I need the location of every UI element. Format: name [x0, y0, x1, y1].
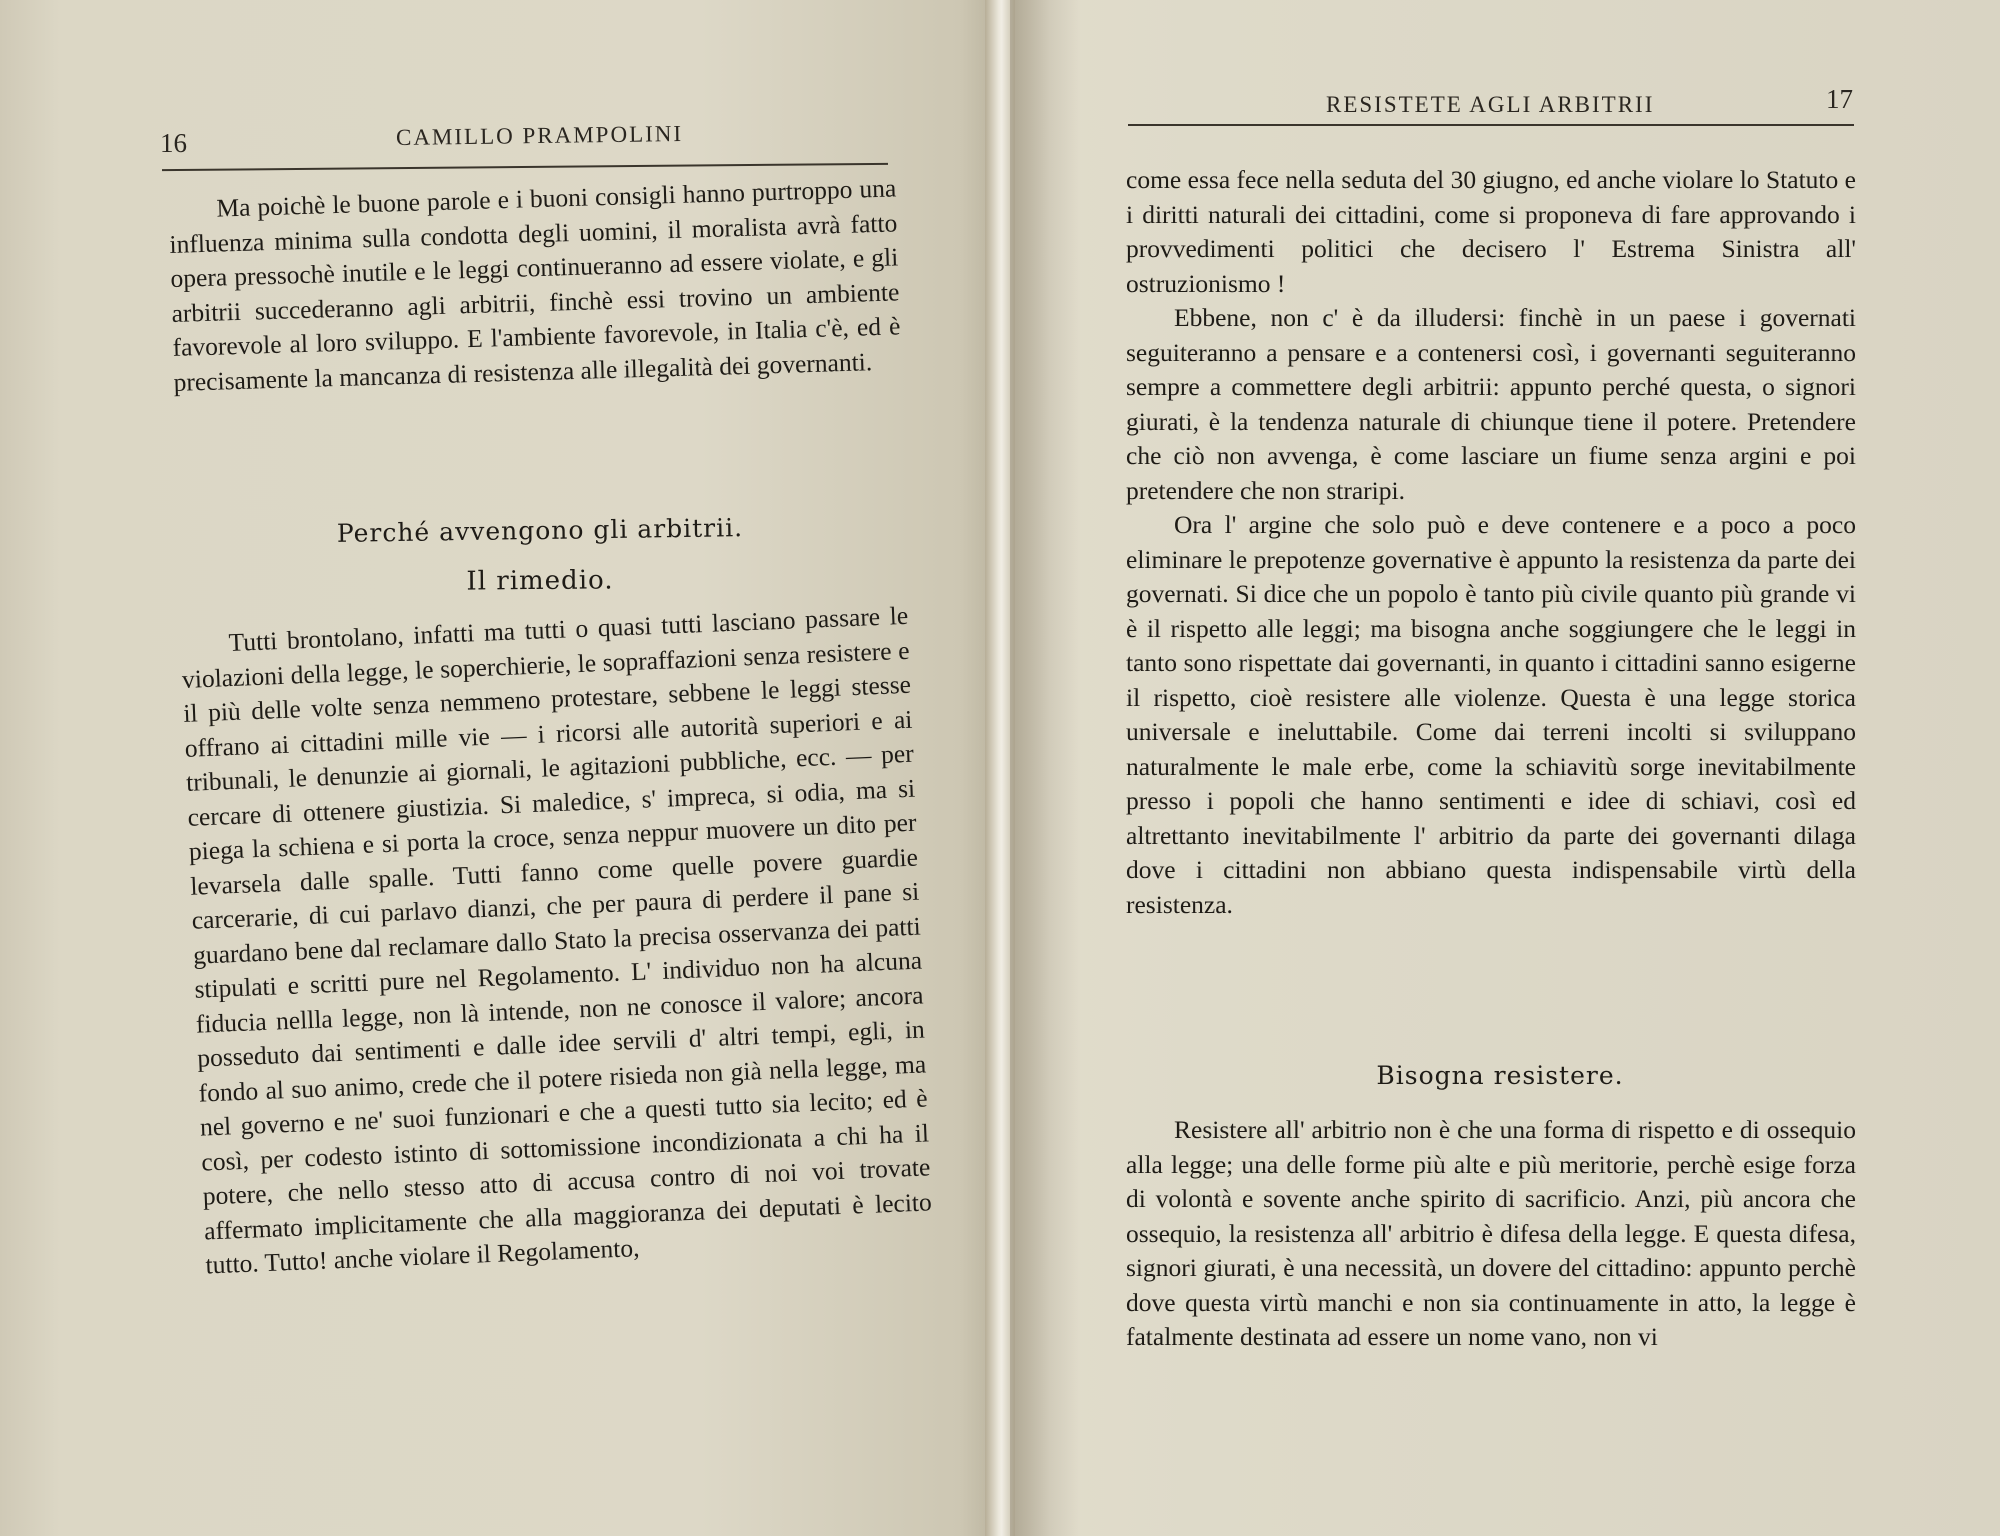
intro-paragraph: Ma poichè le buone parole e i buoni consigli hanno purtroppo una influenza minima sulla condotta degli uomini, il moralista avrà fatto opera pressochè inutile e le leggi continueranno ad essere violate, e gli arbitrii succederanno agli arbitrii, finchè essi trovino un ambiente favorevole al loro sviluppo. E l'ambiente favorevole, in Italia c'è, ed è precisamente la mancanza di resistenza alle illegalità dei governanti.	[169, 173, 901, 397]
header-rule	[162, 163, 888, 171]
header-rule	[1128, 124, 1854, 126]
paragraph-1: come essa fece nella seduta del 30 giugno, ed anche violare lo Statuto e i diritti naturali dei cittadini, come si proponeva di fare approvando i provvedimenti politici che decisero l' Estrema Sinistra all' ostruzionismo !	[1126, 165, 1856, 298]
gutter-shadow	[1010, 0, 1080, 1536]
running-head: RESISTETE AGLI ARBITRII	[1326, 92, 1655, 117]
section-heading: Perché avvengono gli arbitrii.	[336, 513, 744, 548]
page-number: 16	[160, 128, 187, 158]
section-heading: Bisogna resistere.	[1376, 1061, 1624, 1090]
right-text-block-1	[1126, 163, 1856, 922]
body-text-block	[180, 599, 934, 1283]
paragraph-2: Ebbene, non c' è da illudersi: finchè in un paese i governati seguiteranno a pensare e a contenersi così, i governanti seguiteranno sempre a commettere degli arbitrii: appunto perché questa, o signori giurati, è la tendenza naturale di chiunque tiene il potere. Pretendere che ciò non avvenga, è come lasciare un fiume senza argini e poi pretendere che non straripi.	[1126, 303, 1856, 505]
paragraph-4: Resistere all' arbitrio non è che una forma di rispetto e di ossequio alla legge; una delle forme più alte e più meritorie, perchè esige forza di volontà e sovente anche spirito di sacrificio. Anzi, più ancora che ossequio, la resistenza all' arbitrio è difesa della legge. E questa difesa, signori giurati, è una necessità, un dovere del cittadino: appunto perchè dove questa virtù manchi e non sia continuamente in atto, la legge è fatalmente destinata ad essere un nome vano, non vi	[1126, 1115, 1856, 1351]
right-page	[1000, 0, 2000, 1536]
intro-text-block	[168, 171, 902, 400]
page-number: 17	[1826, 84, 1853, 114]
running-head: CAMILLO PRAMPOLINI	[395, 120, 684, 151]
section-subheading: Il rimedio.	[466, 565, 614, 597]
body-paragraph: Tutti brontolano, infatti ma tutti o quasi tutti lasciano passare le violazioni della legge, le soperchierie, le sopraffazioni senza resistere e il più delle volte senza nemmeno protestare, sebbene le leggi stesse offrano ai cittadini mille vie — i ricorsi alle autorità superiori e ai tribunali, le denunzie ai giornali, le agitazioni pubbliche, ecc. — per cercare di ottenere giustizia. Si maledice, s' impreca, si odia, ma si piega la schiena e si porta la croce, senza neppur muovere un dito per levarsela dalle spalle. Tutti fanno come quelle povere guardie carcerarie, di cui parlavo dianzi, che per paura di perdere il pane si guardano bene dal reclamare dallo Stato la precisa osservanza dei patti stipulati e scritti pure nel Regolamento. L' individuo non ha alcuna fiducia nellla legge, non là intende, non ne conosce il valore; ancora posseduto dai sentimenti e dalle idee servili d' altri tempi, egli, in fondo al suo animo, crede che il potere risieda non già nella legge, ma nel governo e ne' suoi funzionari e che a questi tutto sia lecito; ed è così, per codesto istinto di sottomissione incondizionata a chi ha il potere, che nello stesso atto di accusa contro di noi voi trovate affermato implicitamente che alla maggioranza dei deputati è lecito tutto. Tutto! anche violare il Regolamento,	[181, 600, 933, 1280]
paragraph-3: Ora l' argine che solo può e deve contenere e a poco a poco eliminare le prepotenze governative è appunto la resistenza da parte dei governati. Si dice che un popolo è tanto più civile quanto più grande vi è il rispetto alle leggi; ma bisogna anche soggiungere che le leggi in tanto sono rispettate dai governanti, in quanto i cittadini sanno esigerne il rispetto, cioè resistere alle violenze. Questa è una legge storica universale e ineluttabile. Come dai terreni incolti si sviluppano naturalmente le male erbe, come la schiavitù sorge inevitabilmente presso i popoli che hanno sentimenti e idee di schiavi, così ed altrettanto inevitabilmente l' arbitrio da parte dei governanti dilaga dove i cittadini non abbiano questa indispensabile virtù della resistenza.	[1126, 510, 1856, 919]
right-text-block-2	[1126, 1113, 1856, 1355]
